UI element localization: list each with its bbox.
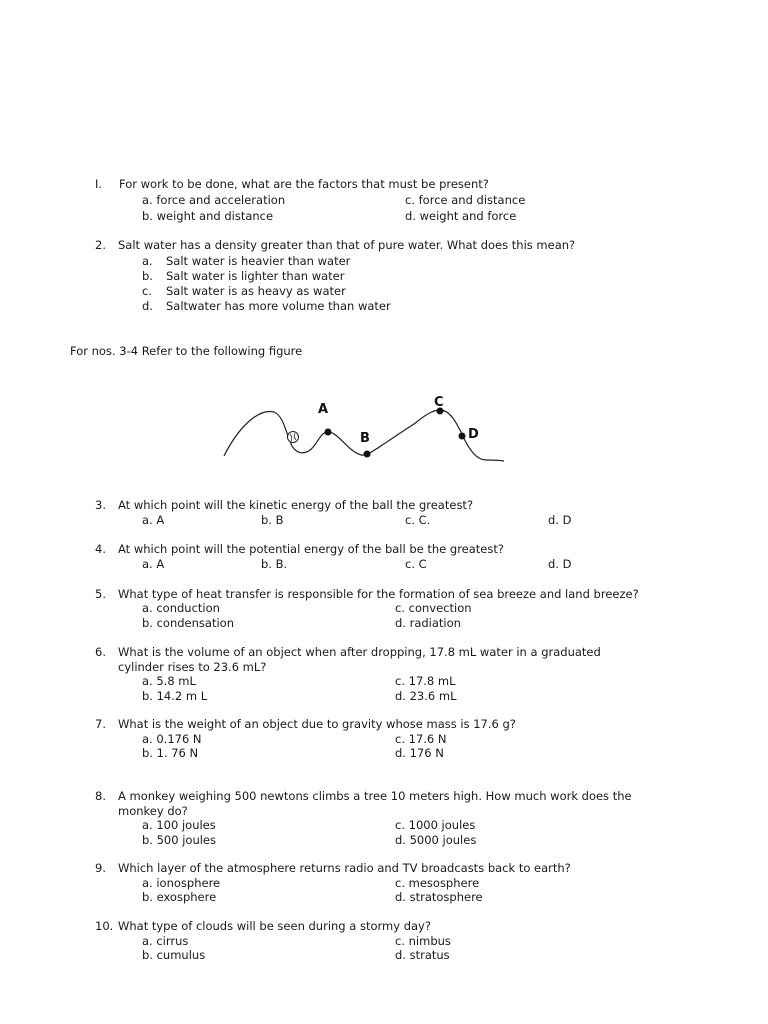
question-2-choice-b: Salt water is lighter than water [166, 269, 345, 283]
question-9-choice-a: a. ionosphere [142, 876, 221, 890]
ball-icon [288, 432, 299, 443]
question-6-choice-d: d. 23.6 mL [395, 689, 457, 703]
question-1-choice-d: d. weight and force [405, 209, 517, 223]
question-8-number: 8. [95, 789, 106, 803]
question-1-choice-b: b. weight and distance [142, 209, 274, 223]
question-1-choice-a: a. force and acceleration [142, 193, 286, 207]
question-8-choice-b: b. 500 joules [142, 833, 216, 847]
question-1-number: I. [95, 177, 103, 191]
question-7-choice-d: d. 176 N [395, 746, 444, 760]
question-6-choice-a: a. 5.8 mL [142, 674, 196, 688]
question-7-text: What is the weight of an object due to gravity whose mass is 17.6 g? [118, 717, 516, 731]
question-9-text: Which layer of the atmosphere returns radio and TV broadcasts back to earth? [118, 861, 571, 875]
question-2-number: 2. [95, 238, 106, 252]
question-5-choice-d: d. radiation [395, 616, 461, 630]
question-3-choice-d: d. D [548, 513, 572, 527]
question-4-number: 4. [95, 542, 106, 556]
question-8-choice-d: d. 5000 joules [395, 833, 477, 847]
question-5-text: What type of heat transfer is responsible for the formation of sea breeze and land breeze? [118, 587, 639, 601]
question-9-choice-b: b. exosphere [142, 890, 217, 904]
question-9-choice-d: d. stratosphere [395, 890, 483, 904]
question-9-choice-c: c. mesosphere [395, 876, 480, 890]
question-2-letter-b: b. [142, 269, 153, 283]
question-10-choice-b: b. cumulus [142, 948, 206, 962]
question-4-choice-a: a. A [142, 557, 165, 571]
question-10-choice-c: c. nimbus [395, 934, 451, 948]
point-d-label: D [468, 427, 479, 442]
question-4-text: At which point will the potential energy of the ball be the greatest? [118, 542, 504, 556]
question-8-choice-a: a. 100 joules [142, 818, 216, 832]
question-4-choice-d: d. D [548, 557, 572, 571]
question-6-text-line2: cylinder rises to 23.6 mL? [118, 660, 267, 674]
point-b-label: B [360, 431, 370, 446]
question-8-choice-c: c. 1000 joules [395, 818, 476, 832]
question-2-letter-a: a. [142, 254, 153, 268]
figure-intro: For nos. 3-4 Refer to the following figure [70, 344, 303, 358]
point-b-dot [364, 451, 371, 458]
question-1-text: For work to be done, what are the factors that must be present? [119, 177, 489, 191]
question-10-choice-a: a. cirrus [142, 934, 189, 948]
question-10-text: What type of clouds will be seen during a stormy day? [118, 919, 431, 933]
question-5-number: 5. [95, 587, 106, 601]
question-6-choice-b: b. 14.2 m L [142, 689, 208, 703]
question-7-choice-b: b. 1. 76 N [142, 746, 199, 760]
question-9-number: 9. [95, 861, 106, 875]
point-c-label: C [434, 395, 444, 410]
question-10-number: 10. [95, 919, 114, 933]
question-8-text-line2: monkey do? [118, 804, 188, 818]
point-d-dot [459, 433, 466, 440]
point-a-dot [325, 429, 332, 436]
question-2-choice-a: Salt water is heavier than water [166, 254, 351, 268]
question-7-choice-c: c. 17.6 N [395, 732, 447, 746]
question-2-choice-d: Saltwater has more volume than water [166, 299, 391, 313]
question-5-choice-c: c. convection [395, 601, 472, 615]
question-10-choice-d: d. stratus [395, 948, 450, 962]
question-5-choice-b: b. condensation [142, 616, 234, 630]
question-7-number: 7. [95, 717, 106, 731]
question-6-choice-c: c. 17.8 mL [395, 674, 456, 688]
question-7-choice-a: a. 0.176 N [142, 732, 202, 746]
question-3-choice-a: a. A [142, 513, 165, 527]
question-3-number: 3. [95, 498, 106, 512]
question-3-choice-c: c. C. [405, 513, 431, 527]
question-2-letter-c: c. [142, 284, 152, 298]
question-2-text: Salt water has a density greater than that of pure water. What does this mean? [118, 238, 576, 252]
question-6-number: 6. [95, 645, 106, 659]
question-2-choice-c: Salt water is as heavy as water [166, 284, 346, 298]
point-a-label: A [318, 402, 329, 417]
question-2-letter-d: d. [142, 299, 153, 313]
question-3-text: At which point will the kinetic energy of the ball the greatest? [118, 498, 474, 512]
question-5-choice-a: a. conduction [142, 601, 220, 615]
question-8-text: A monkey weighing 500 newtons climbs a tree 10 meters high. How much work does the [118, 789, 632, 803]
roller-coaster-figure [218, 368, 510, 480]
question-4-choice-c: c. C [405, 557, 427, 571]
question-3-choice-b: b. B [261, 513, 284, 527]
question-4-choice-b: b. B. [261, 557, 288, 571]
question-6-text: What is the volume of an object when after dropping, 17.8 mL water in a graduated [118, 645, 601, 659]
question-1-choice-c: c. force and distance [405, 193, 526, 207]
